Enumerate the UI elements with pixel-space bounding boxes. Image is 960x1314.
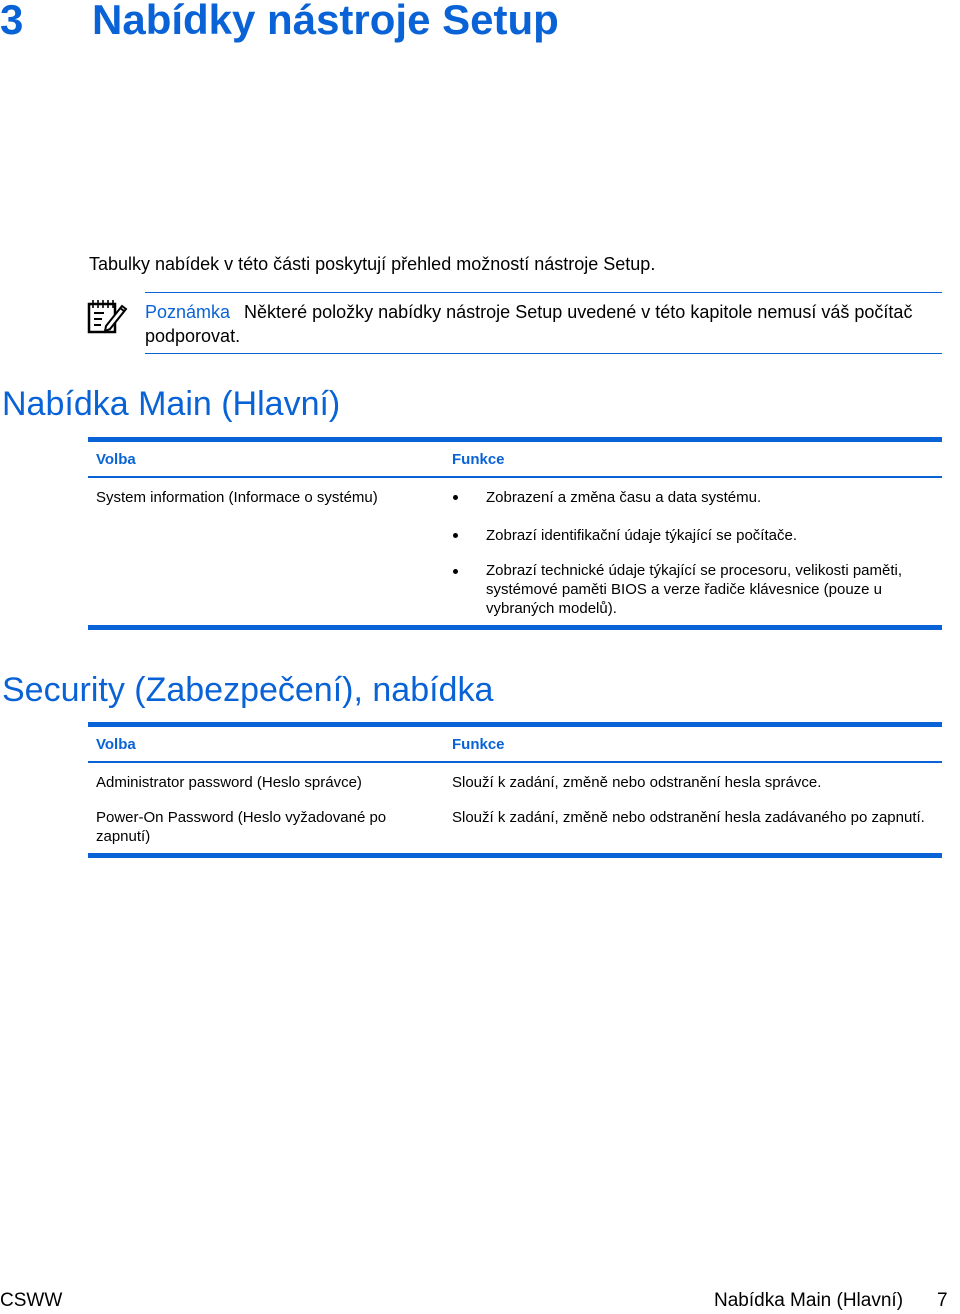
- main-menu-title: Nabídka Main (Hlavní): [2, 385, 341, 423]
- security-table-header-rule: [88, 761, 942, 763]
- footer-left-label: CSWW: [0, 1290, 63, 1311]
- footer-page-number: 7: [937, 1290, 948, 1311]
- note-text: Některé položky nabídky nástroje Setup uvedené v této kapitole nemusí váš počítač podporovat.: [145, 302, 913, 346]
- note-label: Poznámka: [145, 302, 231, 322]
- security-row-1-option: Administrator password (Heslo správce): [96, 774, 362, 791]
- security-row-2-function: Slouží k zadání, změně nebo odstranění hesla zadávaného po zapnutí.: [452, 809, 925, 826]
- main-table-header-rule: [88, 476, 942, 478]
- main-header-option: Volba: [96, 451, 136, 468]
- main-row-option: System information (Informace o systému): [96, 489, 378, 506]
- security-table-bottom-rule: [88, 853, 942, 858]
- security-menu-title: Security (Zabezpečení), nabídka: [2, 671, 494, 709]
- note-top-rule: [145, 292, 942, 293]
- bullet-icon: [453, 533, 458, 538]
- main-table-bottom-rule: [88, 625, 942, 630]
- main-bullet-2: Zobrazí identifikační údaje týkající se počítače.: [486, 527, 797, 544]
- security-table-top-rule: [88, 722, 942, 727]
- note-pencil-icon: [86, 294, 128, 336]
- main-header-function: Funkce: [452, 451, 505, 468]
- note-box: [145, 300, 915, 348]
- main-bullet-1: Zobrazení a změna času a data systému.: [486, 489, 762, 506]
- chapter-heading: [0, 0, 559, 44]
- security-row-2-option: Power-On Password (Heslo vyžadované po zapnutí): [96, 809, 387, 845]
- footer-section-title: Nabídka Main (Hlavní): [714, 1290, 904, 1311]
- bullet-icon: [453, 495, 458, 500]
- intro-paragraph: Tabulky nabídek v této části poskytují přehled možností nástroje Setup.: [89, 254, 656, 274]
- main-bullet-3: Zobrazí technické údaje týkající se procesoru, velikosti paměti, systémové paměti BIOS a verze řadiče klávesnice (pouze u vybraných modelů).: [486, 562, 903, 617]
- bullet-icon: [453, 569, 458, 574]
- main-table-top-rule: [88, 437, 942, 442]
- security-row-1-function: Slouží k zadání, změně nebo odstranění hesla správce.: [452, 774, 822, 791]
- chapter-number: 3: [0, 0, 24, 43]
- note-bottom-rule: [145, 353, 942, 354]
- security-header-option: Volba: [96, 736, 136, 753]
- chapter-title: Nabídky nástroje Setup: [92, 0, 559, 43]
- security-header-function: Funkce: [452, 736, 505, 753]
